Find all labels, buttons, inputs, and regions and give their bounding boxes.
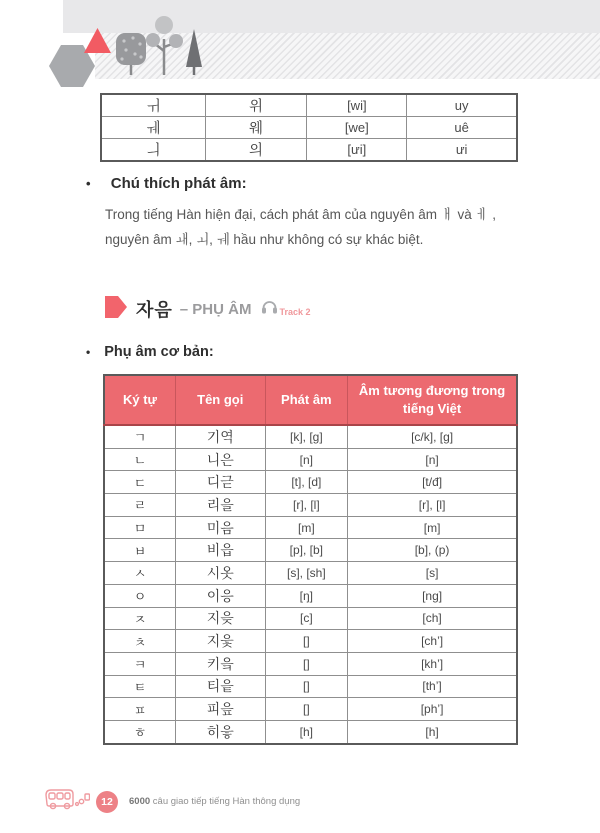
table-cell: [ch’] <box>348 630 517 653</box>
bullet-dot: • <box>86 345 91 359</box>
table-cell: 위 <box>205 94 307 117</box>
trees-illustration <box>112 13 204 82</box>
table-cell: [t], [d] <box>265 471 348 494</box>
table-cell: 시옷 <box>175 562 265 585</box>
consonant-table-body <box>104 425 517 744</box>
table-cell: 디귿 <box>175 471 265 494</box>
table-cell: [ŋ] <box>265 584 348 607</box>
table-cell: [ưi] <box>307 139 407 162</box>
table-cell: ㅋ <box>104 652 175 675</box>
note-line-2: nguyên âm ㅙ, ㅚ, ㅞ hầu như không có sự khác biệt. <box>105 232 424 247</box>
table-row <box>104 698 517 721</box>
table-cell: ㅟ <box>101 94 205 117</box>
bus-icon <box>44 786 90 817</box>
table-cell: [r], [l] <box>348 494 517 517</box>
table-cell: [h] <box>265 720 348 743</box>
table-cell: ㅞ <box>101 117 205 139</box>
table-row <box>104 720 517 743</box>
table-cell: ㄹ <box>104 494 175 517</box>
table-cell: [k], [g] <box>265 425 348 448</box>
table-row <box>104 675 517 698</box>
table-row <box>104 539 517 562</box>
table-cell: 웨 <box>205 117 307 139</box>
track-label: Track 2 <box>279 307 311 317</box>
table-cell: [c/k], [g] <box>348 425 517 448</box>
header-row <box>104 375 517 425</box>
note-body <box>105 202 525 252</box>
note-line-1: Trong tiếng Hàn hiện đại, cách phát âm của nguyên âm ㅐ và ㅔ , <box>105 207 497 222</box>
table-row <box>104 494 517 517</box>
table-cell: ㅅ <box>104 562 175 585</box>
table-cell: 비읍 <box>175 539 265 562</box>
table-cell: [] <box>265 630 348 653</box>
table-cell: [s] <box>348 562 517 585</box>
table-cell: [n] <box>348 448 517 471</box>
note-title <box>86 175 247 192</box>
table-row <box>104 607 517 630</box>
table-cell: [r], [l] <box>265 494 348 517</box>
table-cell: ㄴ <box>104 448 175 471</box>
vowel-table-body <box>101 94 517 161</box>
table-cell: [s], [sh] <box>265 562 348 585</box>
table-cell: ㄷ <box>104 471 175 494</box>
table-cell: [c] <box>265 607 348 630</box>
table-cell: [] <box>265 675 348 698</box>
table-cell: [wi] <box>307 94 407 117</box>
table-cell: [] <box>265 652 348 675</box>
table-cell: ㅈ <box>104 607 175 630</box>
table-cell: [] <box>265 698 348 721</box>
table-cell: 지읒 <box>175 607 265 630</box>
table-cell: ㅢ <box>101 139 205 162</box>
table-cell: [we] <box>307 117 407 139</box>
consonant-table <box>103 374 518 745</box>
table-row <box>104 584 517 607</box>
note-title-text: Chú thích phát âm: <box>110 175 247 192</box>
headphone-icon <box>261 299 278 320</box>
table-cell: 니은 <box>175 448 265 471</box>
table-cell: 미음 <box>175 516 265 539</box>
table-row <box>104 448 517 471</box>
header-cell-kytu: Ký tự <box>104 375 175 425</box>
header-cell-amtuongduong: Âm tương đương trong tiếng Việt <box>348 375 517 425</box>
section-title-vietnamese: – PHỤ ÂM <box>179 300 252 318</box>
table-cell: ㅌ <box>104 675 175 698</box>
table-cell: [n] <box>265 448 348 471</box>
table-row <box>104 471 517 494</box>
table-cell: [ch] <box>348 607 517 630</box>
table-cell: ㅁ <box>104 516 175 539</box>
table-cell: [ph’] <box>348 698 517 721</box>
table-cell: 지읓 <box>175 630 265 653</box>
table-cell: [th’] <box>348 675 517 698</box>
table-cell: 의 <box>205 139 307 162</box>
table-cell: [b], (p) <box>348 539 517 562</box>
table-row <box>104 562 517 585</box>
triangle-decoration <box>84 28 111 58</box>
table-cell: [kh’] <box>348 652 517 675</box>
table-cell: [t/đ] <box>348 471 517 494</box>
page-number-badge: 12 <box>96 791 118 813</box>
table-cell: 티읕 <box>175 675 265 698</box>
table-cell: ㅇ <box>104 584 175 607</box>
table-row <box>101 94 517 117</box>
table-cell: uy <box>407 94 517 117</box>
table-cell: 기역 <box>175 425 265 448</box>
table-cell: ưi <box>407 139 517 162</box>
subsection-label: Phụ âm cơ bản: <box>104 344 214 360</box>
table-row <box>104 630 517 653</box>
table-cell: 리을 <box>175 494 265 517</box>
vowel-table <box>100 93 518 162</box>
table-cell: [ng] <box>348 584 517 607</box>
section-title-korean: 자음 <box>136 300 173 320</box>
book-title <box>129 796 300 807</box>
table-cell: [p], [b] <box>265 539 348 562</box>
table-row <box>101 117 517 139</box>
book-title-number: 6000 <box>129 796 151 807</box>
table-row <box>104 516 517 539</box>
table-row <box>104 425 517 448</box>
table-cell: ㅎ <box>104 720 175 743</box>
section-heading <box>105 296 311 322</box>
bullet-dot: • <box>86 176 91 191</box>
table-row <box>104 652 517 675</box>
table-cell: ㅍ <box>104 698 175 721</box>
table-cell: [m] <box>265 516 348 539</box>
table-cell: 피읖 <box>175 698 265 721</box>
table-row <box>101 139 517 162</box>
table-cell: 이응 <box>175 584 265 607</box>
table-cell: [m] <box>348 516 517 539</box>
page-footer <box>44 786 300 817</box>
arrow-right-icon <box>105 296 127 323</box>
header-cell-phatam: Phát âm <box>265 375 348 425</box>
consonant-table-header <box>104 375 517 425</box>
table-cell: uê <box>407 117 517 139</box>
table-cell: ㅊ <box>104 630 175 653</box>
table-cell: ㅂ <box>104 539 175 562</box>
table-cell: ㄱ <box>104 425 175 448</box>
book-title-text: câu giao tiếp tiếng Hàn thông dụng <box>150 796 301 807</box>
table-cell: [h] <box>348 720 517 743</box>
table-cell: 히읗 <box>175 720 265 743</box>
table-cell: 키읔 <box>175 652 265 675</box>
header-cell-tengoi: Tên gọi <box>175 375 265 425</box>
subsection-heading <box>86 344 214 360</box>
